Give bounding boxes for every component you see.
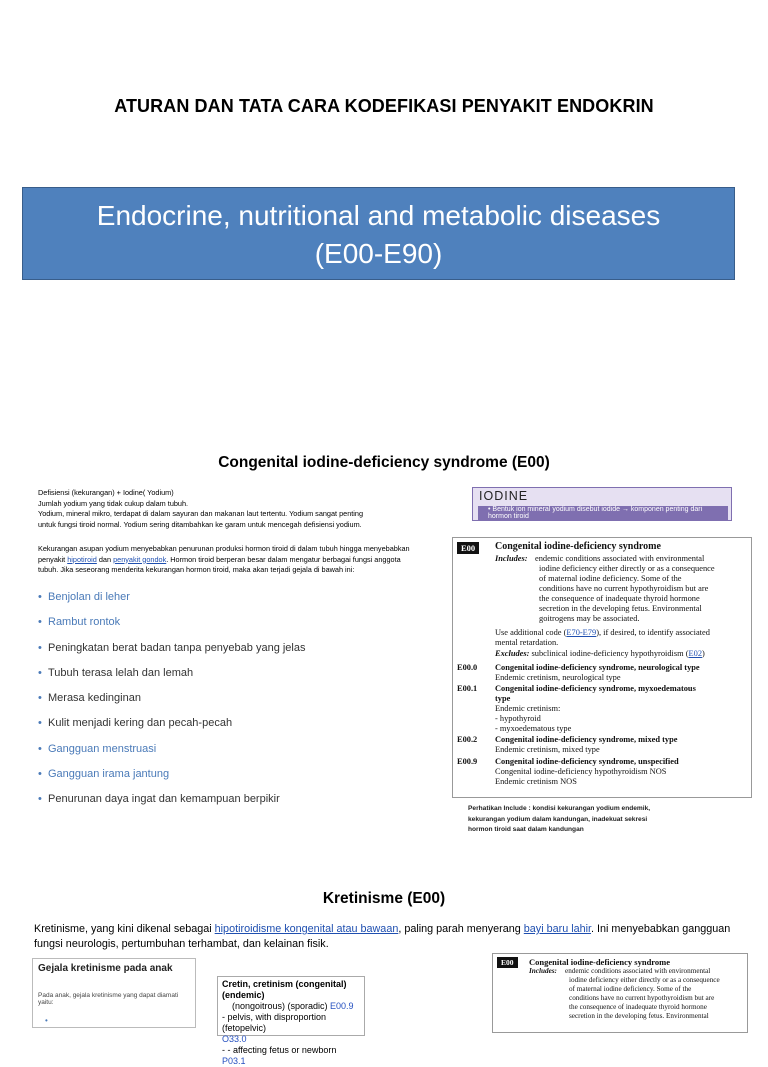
intro-line: Defisiensi (kekurangan) + Iodine( Yodium) — [38, 488, 174, 497]
icd-subcode-title: Congenital iodine-deficiency syndrome, unspecified — [495, 757, 679, 766]
intro-paragraph — [38, 544, 418, 576]
list-item: • Rambut rontok — [38, 615, 398, 640]
section-title-congenital: Congenital iodine-deficiency syndrome (E00) — [218, 454, 550, 471]
cretin-line: (nongoitrous) (sporadic) E00.9 — [232, 1001, 354, 1011]
code-e009: E00.9 — [330, 1001, 354, 1011]
para-text: . Ini menyebabkan gangguan fungsi neurologis, pertumbuhan terhambat, dan kelainan fisik. — [34, 923, 731, 951]
list-item: • Peningkatan berat badan tanpa penyebab yang jelas — [38, 641, 398, 666]
code-p031: P03.1 — [222, 1056, 246, 1066]
gejala-title: Gejala kretinisme pada anak — [38, 963, 173, 974]
list-item: • Penurunan daya ingat dan kemampuan berpikir — [38, 792, 398, 817]
gejala-bullet: • — [45, 1016, 48, 1025]
cretin-index-excerpt — [217, 976, 365, 1066]
icd-includes-text: the consequence of inadequate thyroid hormone — [539, 594, 700, 603]
cretin-line: - - affecting fetus or newborn P03.1 — [222, 1045, 337, 1066]
icd-subcode-desc: Endemic cretinism, mixed type — [495, 745, 600, 754]
icd-excerpt-e00 — [452, 537, 752, 798]
link-e02[interactable]: E02 — [688, 649, 703, 658]
icd-subcode-desc: Endemic cretinism NOS — [495, 777, 577, 786]
icd-subcode-title: Congenital iodine-deficiency syndrome, neurological type — [495, 663, 700, 672]
icd-excerpt-e00-repeat — [492, 953, 748, 1033]
icd-subcode-desc: Congenital iodine-deficiency hypothyroidism NOS — [495, 767, 667, 776]
para-text: , paling parah menyerang — [398, 923, 524, 935]
note-line: Perhatikan Include : kondisi kekurangan yodium endemik, — [468, 805, 651, 812]
iodine-title: IODINE — [479, 489, 529, 503]
icd-includes-label: Includes: — [529, 967, 557, 975]
link-hipotiroid[interactable]: hipotiroid — [67, 554, 97, 564]
intro-line: Yodium, mineral mikro, terdapat di dalam sayuran dan makanan laut tertentu. Yodium sangat penting — [38, 509, 364, 519]
kretinisme-paragraph — [34, 922, 744, 952]
list-item: • Kulit menjadi kering dan pecah-pecah — [38, 716, 398, 741]
icd-subcode-desc: Endemic cretinism: — [495, 704, 561, 713]
icd-subcode-desc: Endemic cretinism, neurological type — [495, 673, 621, 682]
link-penyakit-gondok[interactable]: penyakit gondok — [113, 554, 167, 564]
list-item: • Gangguan menstruasi — [38, 742, 398, 767]
icd-heading: Congenital iodine-deficiency syndrome — [529, 957, 671, 967]
icd-includes-text: secretion in the developing fetus. Environmental — [569, 1012, 709, 1020]
icd-subcode-desc: - myxoedematous type — [495, 724, 572, 733]
icd-includes-text: endemic conditions associated with environmental — [565, 967, 711, 975]
include-note — [468, 804, 753, 836]
cretin-line: - pelvis, with disproportion (fetopelvic) — [222, 1012, 327, 1033]
icd-use-additional-2: mental retardation. — [495, 638, 559, 647]
icd-subcode-title: type — [495, 694, 511, 703]
icd-subcode: E00.1 — [457, 684, 478, 693]
intro-line: Jumlah yodium yang tidak cukup dalam tubuh. — [38, 498, 189, 508]
icd-subcode: E00.2 — [457, 735, 478, 744]
note-line: kekurangan yodium dalam kandungan, inadekuat sekresi — [468, 815, 648, 823]
section-title-kretinisme: Kretinisme (E00) — [322, 890, 446, 907]
icd-includes-text: of maternal iodine deficiency. Some of the — [539, 574, 682, 583]
gejala-subtitle: Pada anak, gejala kretinisme yang dapat diamati yaitu: — [38, 992, 179, 1006]
icd-subcode: E00.9 — [457, 757, 478, 766]
list-item: • Gangguan irama jantung — [38, 767, 398, 792]
cretin-line: Cretin, cretinism (congenital) (endemic) — [222, 979, 347, 1000]
intro-text: Kekurangan asupan yodium menyebabkan penurunan produksi hormon tiroid di dalam tubuh hingga menyebabkan penyakit — [38, 544, 410, 564]
icd-code-badge: E00 — [457, 542, 479, 554]
main-heading: ATURAN DAN TATA CARA KODEFIKASI PENYAKIT ENDOKRIN — [114, 96, 654, 116]
icd-includes-text: goitrogens may be associated. — [539, 614, 640, 623]
intro-text: . Hormon tiroid berperan besar dalam mengatur berbagai fungsi anggota tubuh. Jika seseorang menderita kekurangan hormon tiroid, maka akan terjadi gejala di bawah ini: — [38, 554, 401, 575]
icd-excludes: Excludes: subclinical iodine-deficiency hypothyroidism (E02) — [495, 649, 705, 658]
icd-subcode-title: Congenital iodine-deficiency syndrome, myxoedematous — [495, 684, 696, 693]
icd-subcode: E00.0 — [457, 663, 478, 672]
list-item: • Tubuh terasa lelah dan lemah — [38, 666, 398, 691]
icd-heading: Congenital iodine-deficiency syndrome — [495, 541, 661, 552]
icd-subcode-desc: - hypothyroid — [495, 714, 541, 723]
title-line-2: (E00-E90) — [314, 238, 443, 269]
title-banner — [22, 187, 735, 280]
icd-includes-text: secretion in the developing fetus. Environmental — [539, 604, 702, 613]
icd-includes-label: Includes: — [495, 554, 528, 563]
symptom-list — [38, 590, 398, 818]
icd-includes-text: iodine deficiency either directly or as a consequence — [539, 564, 715, 573]
icd-includes-text: endemic conditions associated with environmental — [535, 554, 705, 563]
code-o330: O33.0 — [222, 1034, 247, 1044]
icd-includes-text: conditions have no current hypothyroidism but are — [539, 584, 709, 593]
icd-use-additional: Use additional code (E70-E79), if desired, to identify associated — [495, 628, 710, 637]
note-line: hormon tiroid saat dalam kandungan — [468, 826, 584, 833]
link-e70-e79[interactable]: E70-E79 — [566, 628, 597, 637]
link-bayi-baru-lahir[interactable]: bayi baru lahir — [523, 923, 592, 935]
intro-text: dan — [96, 554, 114, 564]
link-hipotiroidisme-kongenital[interactable]: hipotiroidisme kongenital atau bawaan — [214, 923, 399, 935]
intro-definition — [38, 488, 438, 530]
icd-includes-text: iodine deficiency either directly or as a consequence — [569, 976, 720, 984]
gejala-card — [32, 958, 196, 1028]
icd-includes-text: of maternal iodine deficiency. Some of the — [569, 985, 692, 993]
icd-code-badge: E00 — [497, 957, 518, 968]
icd-includes-text: conditions have no current hypothyroidism but are — [569, 994, 715, 1002]
iodine-callout — [472, 487, 732, 521]
icd-subcode-title: Congenital iodine-deficiency syndrome, mixed type — [495, 735, 678, 744]
para-text: Kretinisme, yang kini dikenal sebagai — [34, 923, 215, 935]
list-item: • Benjolan di leher — [38, 590, 398, 615]
title-line-1: Endocrine, nutritional and metabolic diseases — [96, 200, 661, 231]
iodine-description: • Bentuk ion mineral yodium disebut iodide → komponen penting dari hormon tiroid — [478, 506, 728, 520]
list-item: • Merasa kedinginan — [38, 691, 398, 716]
icd-includes-text: the consequence of inadequate thyroid hormone — [569, 1003, 707, 1011]
intro-line: untuk fungsi tiroid normal. Yodium sering ditambahkan ke garam untuk mencegah defisiensi yodium. — [38, 519, 362, 529]
